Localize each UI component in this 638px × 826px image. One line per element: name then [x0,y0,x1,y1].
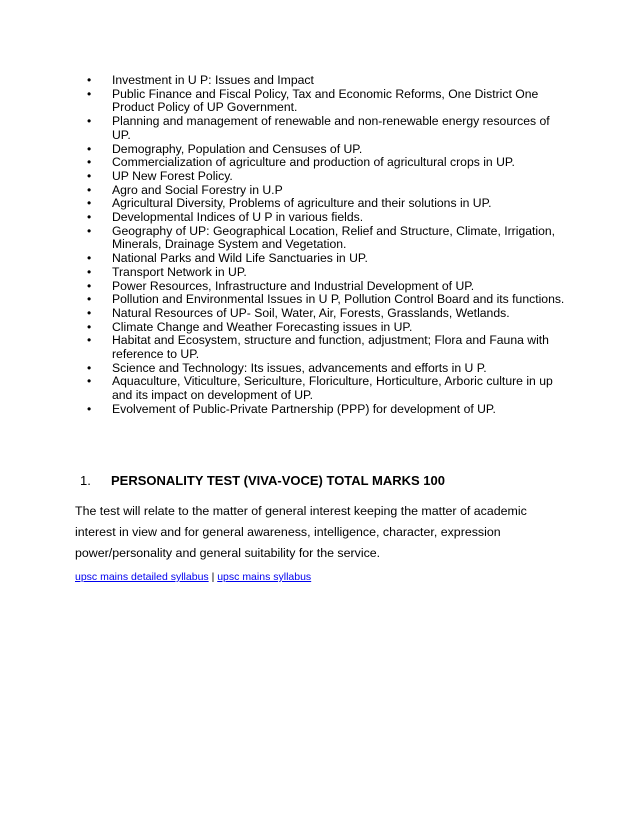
section-title: PERSONALITY TEST (VIVA-VOCE) TOTAL MARKS 100 [111,473,445,488]
detailed-syllabus-link[interactable]: upsc mains detailed syllabus [75,571,209,583]
list-item: • Geography of UP: Geographical Location, Relief and Structure, Climate, Irrigation, Minerals, Drainage System and Vegetation. [87,225,567,252]
list-item: • Science and Technology: Its issues, advancements and efforts in U P. [87,362,567,376]
list-item: • Agricultural Diversity, Problems of agriculture and their solutions in UP. [87,197,567,211]
list-item: • Natural Resources of UP- Soil, Water, Air, Forests, Grasslands, Wetlands. [87,307,567,321]
personality-test-description: The test will relate to the matter of general interest keeping the matter of academic interest in view and for general awareness, intelligence, character, expression power/personality and general suitability for the service. [75,504,527,560]
section-number: 1. [80,473,91,488]
list-item: • Evolvement of Public-Private Partnership (PPP) for development of UP. [87,403,567,417]
list-item: • UP New Forest Policy. [87,170,567,184]
list-item: • Planning and management of renewable and non-renewable energy resources of UP. [87,115,567,142]
list-item: • Climate Change and Weather Forecasting issues in UP. [87,321,567,335]
section-heading [80,473,445,488]
list-item: • Habitat and Ecosystem, structure and function, adjustment; Flora and Fauna with reference to UP. [87,334,567,361]
list-item: • Aquaculture, Viticulture, Sericulture, Floriculture, Horticulture, Arboric culture in up and its impact on development of UP. [87,375,567,402]
list-item: • Pollution and Environmental Issues in U P, Pollution Control Board and its functions. [87,293,567,307]
list-item: • Investment in U P: Issues and Impact [87,74,567,88]
syllabus-bullet-list [87,74,567,417]
list-item: • Transport Network in UP. [87,266,567,280]
list-item: • Agro and Social Forestry in U.P [87,184,567,198]
list-item: • Public Finance and Fiscal Policy, Tax and Economic Reforms, One District One Product Policy of UP Government. [87,88,567,115]
link-separator: | [208,571,218,583]
list-item: • Commercialization of agriculture and production of agricultural crops in UP. [87,156,567,170]
list-item: • Demography, Population and Censuses of UP. [87,143,567,157]
footer-links [75,571,311,583]
syllabus-link[interactable]: upsc mains syllabus [217,571,312,583]
list-item: • Developmental Indices of U P in various fields. [87,211,567,225]
list-item: • National Parks and Wild Life Sanctuaries in UP. [87,252,567,266]
list-item: • Power Resources, Infrastructure and Industrial Development of UP. [87,280,567,294]
